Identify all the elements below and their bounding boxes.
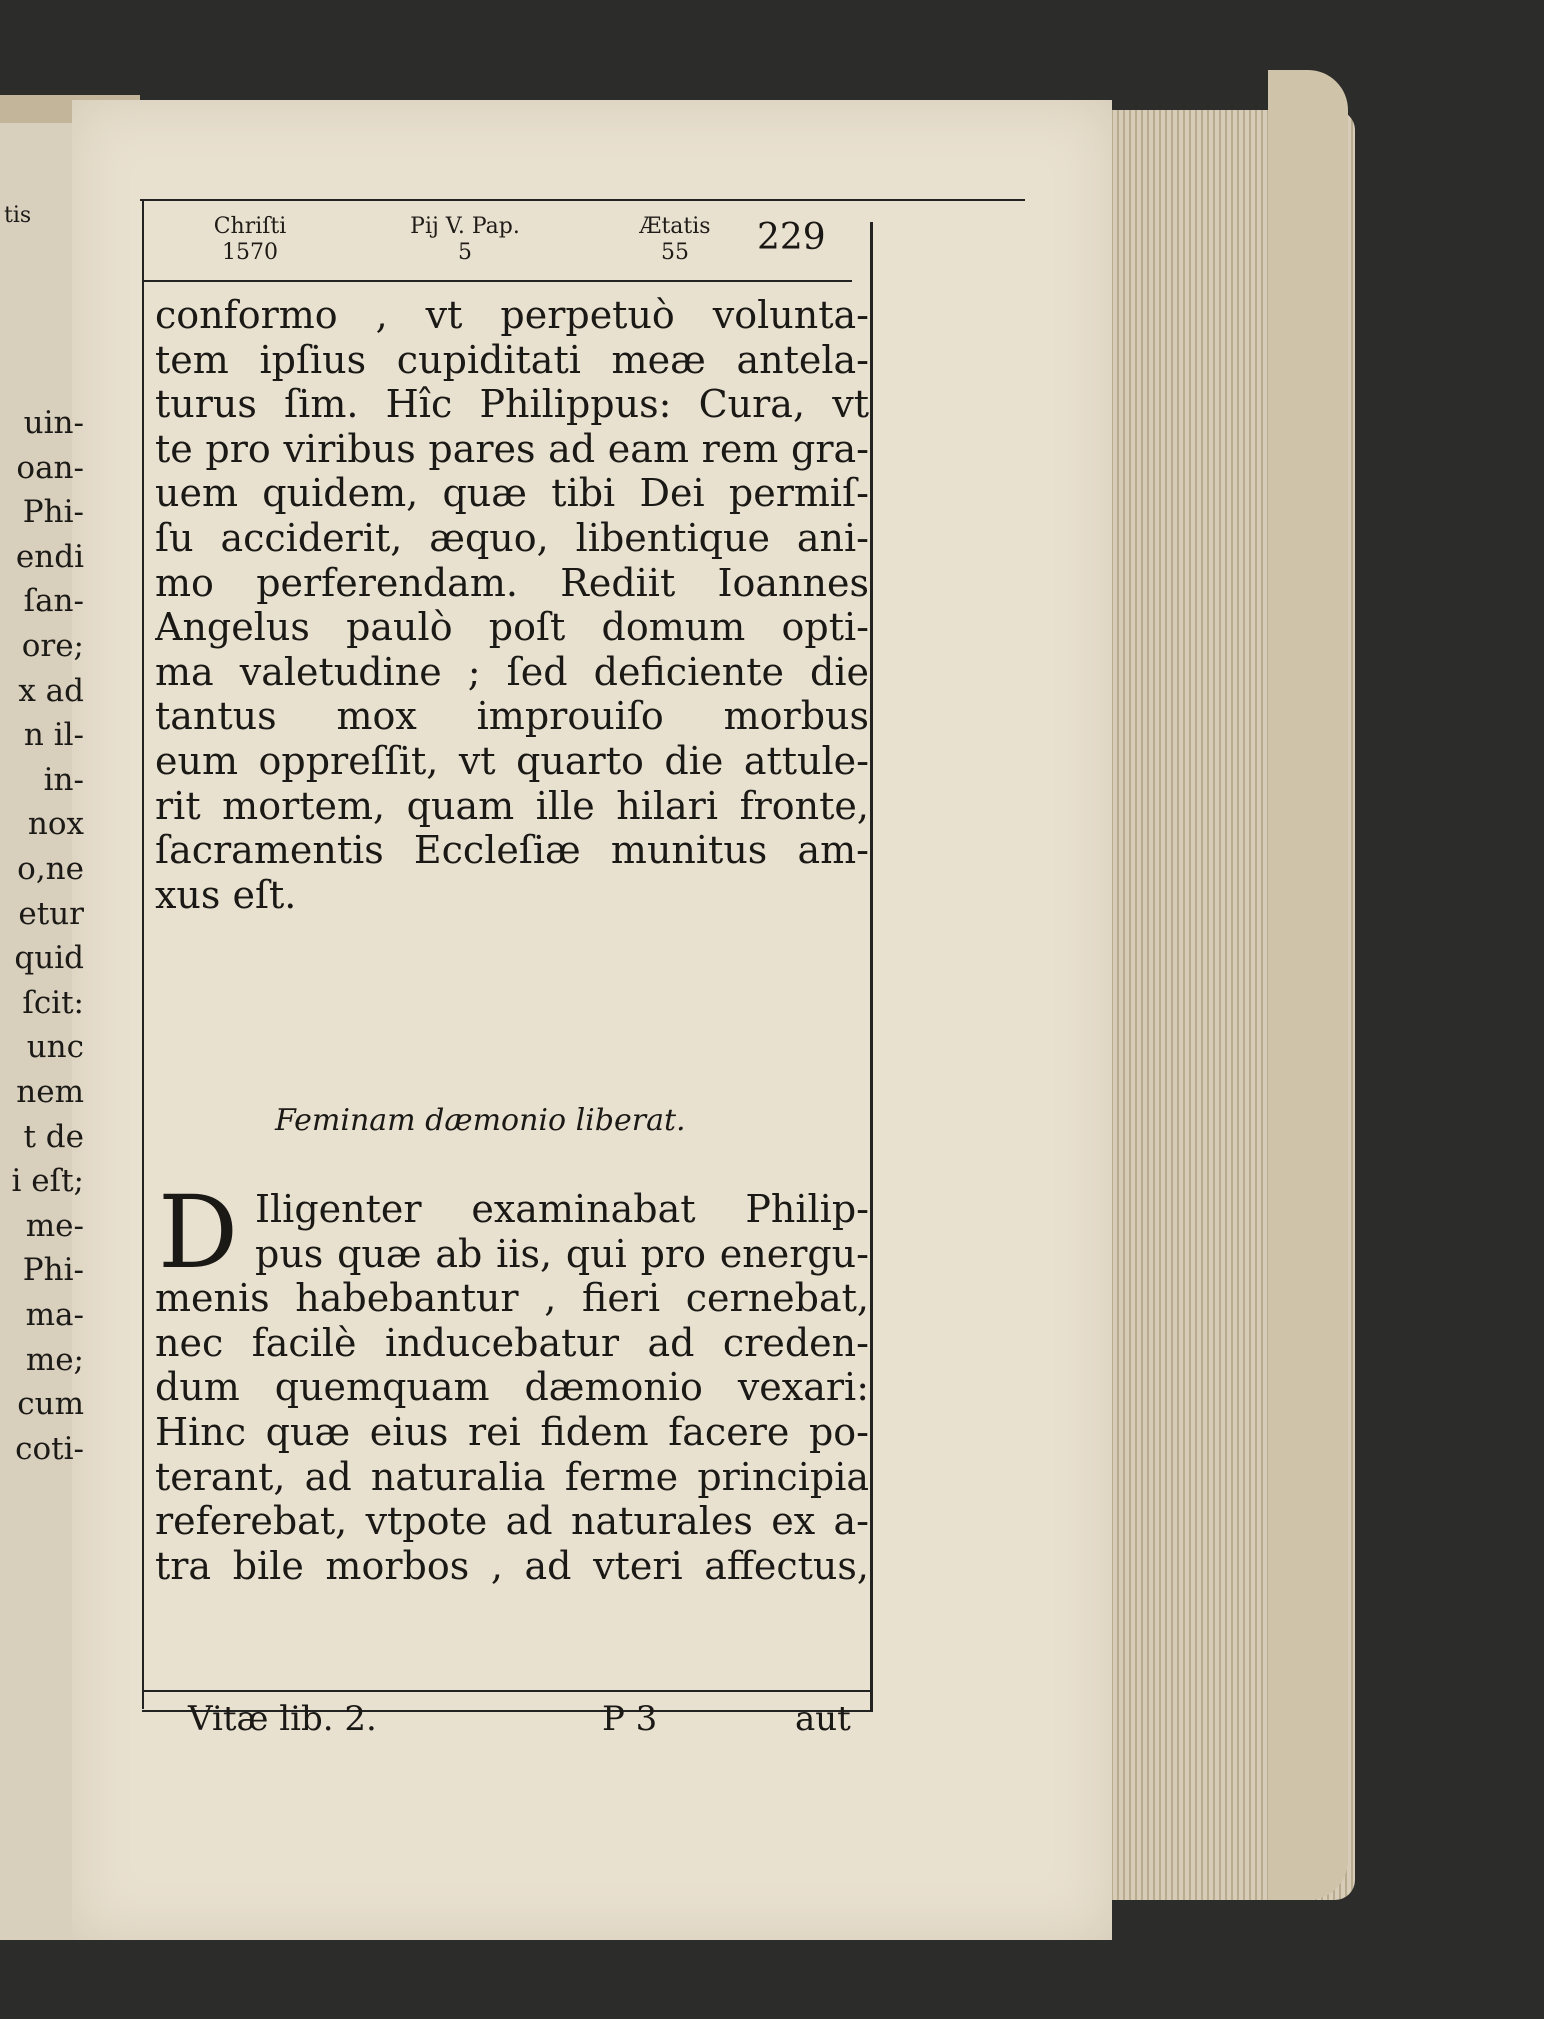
footer-catchword: aut xyxy=(795,1699,851,1739)
left-page-fragment: quid xyxy=(14,940,84,977)
footer-signature: P 3 xyxy=(602,1699,658,1739)
body-line: Angelus paulò poſt domum opti- xyxy=(155,605,869,650)
left-page-fragment: nox xyxy=(27,806,84,843)
book-cover-edge xyxy=(1268,70,1348,1900)
body-line: ſu acciderit, æquo, libentique ani- xyxy=(155,515,869,560)
left-page-fragment: Phi- xyxy=(22,1252,84,1289)
running-head-christi xyxy=(205,214,295,267)
section-line: pus quæ ab iis, qui pro energu- xyxy=(255,1231,869,1276)
running-head-rule xyxy=(142,280,852,282)
section-line: menis habebantur , fieri cernebat, xyxy=(155,1276,869,1321)
left-page-head-fragment: tis xyxy=(4,203,32,228)
left-page-fragment: ſcit: xyxy=(22,984,84,1021)
body-line: tem ipſius cupiditati meæ antela- xyxy=(155,337,869,382)
body-line: xus eſt. xyxy=(155,872,297,917)
left-page-fragment: nem xyxy=(16,1074,84,1110)
left-page-fragment: x ad xyxy=(18,672,84,709)
body-line: conformo , vt perpetuò volunta- xyxy=(155,293,869,337)
body-line: rit mortem, quam ille hilari fronte, xyxy=(155,783,869,828)
left-page-fragment: ſan- xyxy=(23,583,84,620)
body-line: te pro viribus pares ad eam rem gra- xyxy=(155,426,869,471)
left-page-fragment: oan- xyxy=(16,449,84,486)
drop-cap: D xyxy=(158,1174,239,1291)
left-page-fragment: i eſt; xyxy=(11,1163,84,1200)
aetatis-value: 55 xyxy=(661,240,689,266)
section-line: tra bile morbos , ad vteri affectus, xyxy=(155,1543,869,1588)
body-line: eum oppreſſit, vt quarto die attule- xyxy=(155,738,869,783)
section-line: Iligenter examinabat Philip- xyxy=(255,1187,869,1231)
frame-left-rule xyxy=(142,199,144,1709)
left-page-fragment: etur xyxy=(18,895,84,932)
pope-label: Pij V. Pap. xyxy=(410,214,520,239)
frame-top-rule xyxy=(140,199,1025,201)
body-line: ſacramentis Eccleſiæ munitus am- xyxy=(155,828,869,873)
christi-year: 1570 xyxy=(222,240,278,266)
left-page-fragment: ma- xyxy=(25,1297,84,1333)
left-page-fragment: n il- xyxy=(23,717,84,754)
left-page-fragment: uin- xyxy=(23,405,84,441)
body-line: tantus mox improuiſo morbus xyxy=(155,694,869,739)
body-line: mo perferendam. Rediit Ioannes xyxy=(155,560,869,605)
left-page-fragment: o,ne xyxy=(17,851,84,887)
pope-year: 5 xyxy=(458,240,472,266)
running-head-aetatis xyxy=(625,214,725,267)
section-line: nec facilè inducebatur ad creden- xyxy=(155,1320,869,1365)
left-page-fragment: in- xyxy=(43,761,84,798)
page-number: 229 xyxy=(757,217,826,258)
body-line: turus ſim. Hîc Philippus: Cura, vt xyxy=(155,382,869,427)
section-line: terant, ad naturalia ferme principia xyxy=(155,1454,869,1499)
left-page-fragment: me; xyxy=(25,1341,84,1378)
left-page-fragment: Phi- xyxy=(22,494,84,531)
christi-label: Chriſti xyxy=(213,214,287,239)
left-page-fragment: unc xyxy=(26,1029,84,1066)
aetatis-label: Ætatis xyxy=(639,214,711,239)
footer-source: Vitæ lib. 2. xyxy=(188,1699,377,1739)
section-line: dum quemquam dæmonio vexari: xyxy=(155,1365,869,1410)
section-line: referebat, vtpote ad naturales ex a- xyxy=(155,1499,869,1544)
section-paragraph xyxy=(155,1187,869,1588)
left-page-fragment: me- xyxy=(25,1207,84,1244)
body-paragraph xyxy=(155,293,869,917)
left-page-fragment: ore; xyxy=(21,628,84,664)
left-page-fragment: coti- xyxy=(15,1430,84,1467)
body-line: ma valetudine ; ſed deficiente die xyxy=(155,649,869,694)
left-page-fragment: cum xyxy=(17,1386,84,1423)
section-heading: Feminam dæmonio liberat. xyxy=(275,1103,686,1138)
running-head-pope xyxy=(395,214,535,267)
body-line: uem quidem, quæ tibi Dei permiſ- xyxy=(155,471,869,516)
frame-right-rule xyxy=(870,222,873,1712)
left-page-fragment: endi xyxy=(15,538,84,575)
left-page-fragment: t de xyxy=(23,1118,84,1155)
section-line: Hinc quæ eius rei fidem facere po- xyxy=(155,1409,869,1454)
